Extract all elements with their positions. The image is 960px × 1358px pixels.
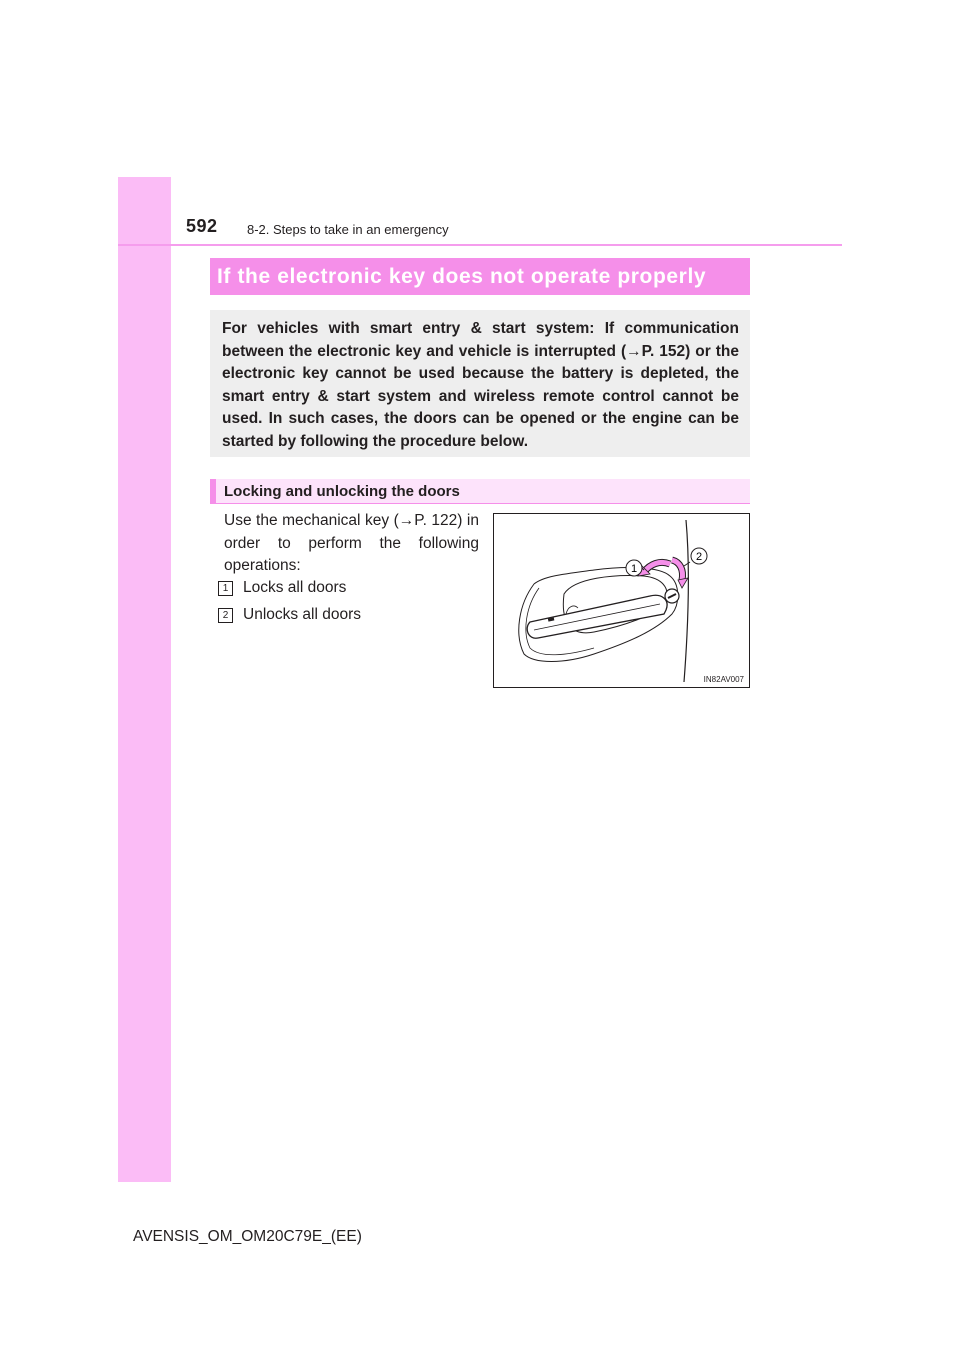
step-number: 1 xyxy=(218,581,233,596)
page-title: If the electronic key does not operate properly xyxy=(217,264,707,288)
intro-text: For vehicles with smart entry & start system: If communication between the electronic key and vehicle is interrupted (→P. 152) or the electronic key cannot be used because the battery is depleted, the smart entry & start system and wireless remote control cannot be used. In such cases, the doors can be opened or the engine can be started by following the procedure below. xyxy=(222,320,739,450)
step-item xyxy=(218,606,361,624)
sub-heading-text: Locking and unlocking the doors xyxy=(224,482,460,500)
callout-2: 2 xyxy=(695,551,703,563)
body-text: Use the mechanical key (→P. 122) in order to perform the following operations: xyxy=(224,512,479,575)
step-text: Unlocks all doors xyxy=(243,606,362,623)
step-number: 2 xyxy=(218,608,233,623)
step-item xyxy=(218,579,346,597)
door-handle-illustration xyxy=(494,514,749,687)
section-label: 8-2. Steps to take in an emergency xyxy=(247,222,449,237)
footer-code: AVENSIS_OM_OM20C79E_(EE) xyxy=(133,1228,362,1245)
door-handle-figure xyxy=(493,513,750,688)
header-rule xyxy=(118,244,842,246)
page-number: 592 xyxy=(186,216,218,236)
side-tab xyxy=(118,177,171,1182)
step-text: Locks all doors xyxy=(243,579,347,596)
title-banner xyxy=(210,258,750,295)
callout-1: 1 xyxy=(630,563,638,575)
sub-heading xyxy=(210,479,750,504)
figure-code: IN82AV007 xyxy=(703,675,744,684)
intro-box xyxy=(210,310,750,457)
